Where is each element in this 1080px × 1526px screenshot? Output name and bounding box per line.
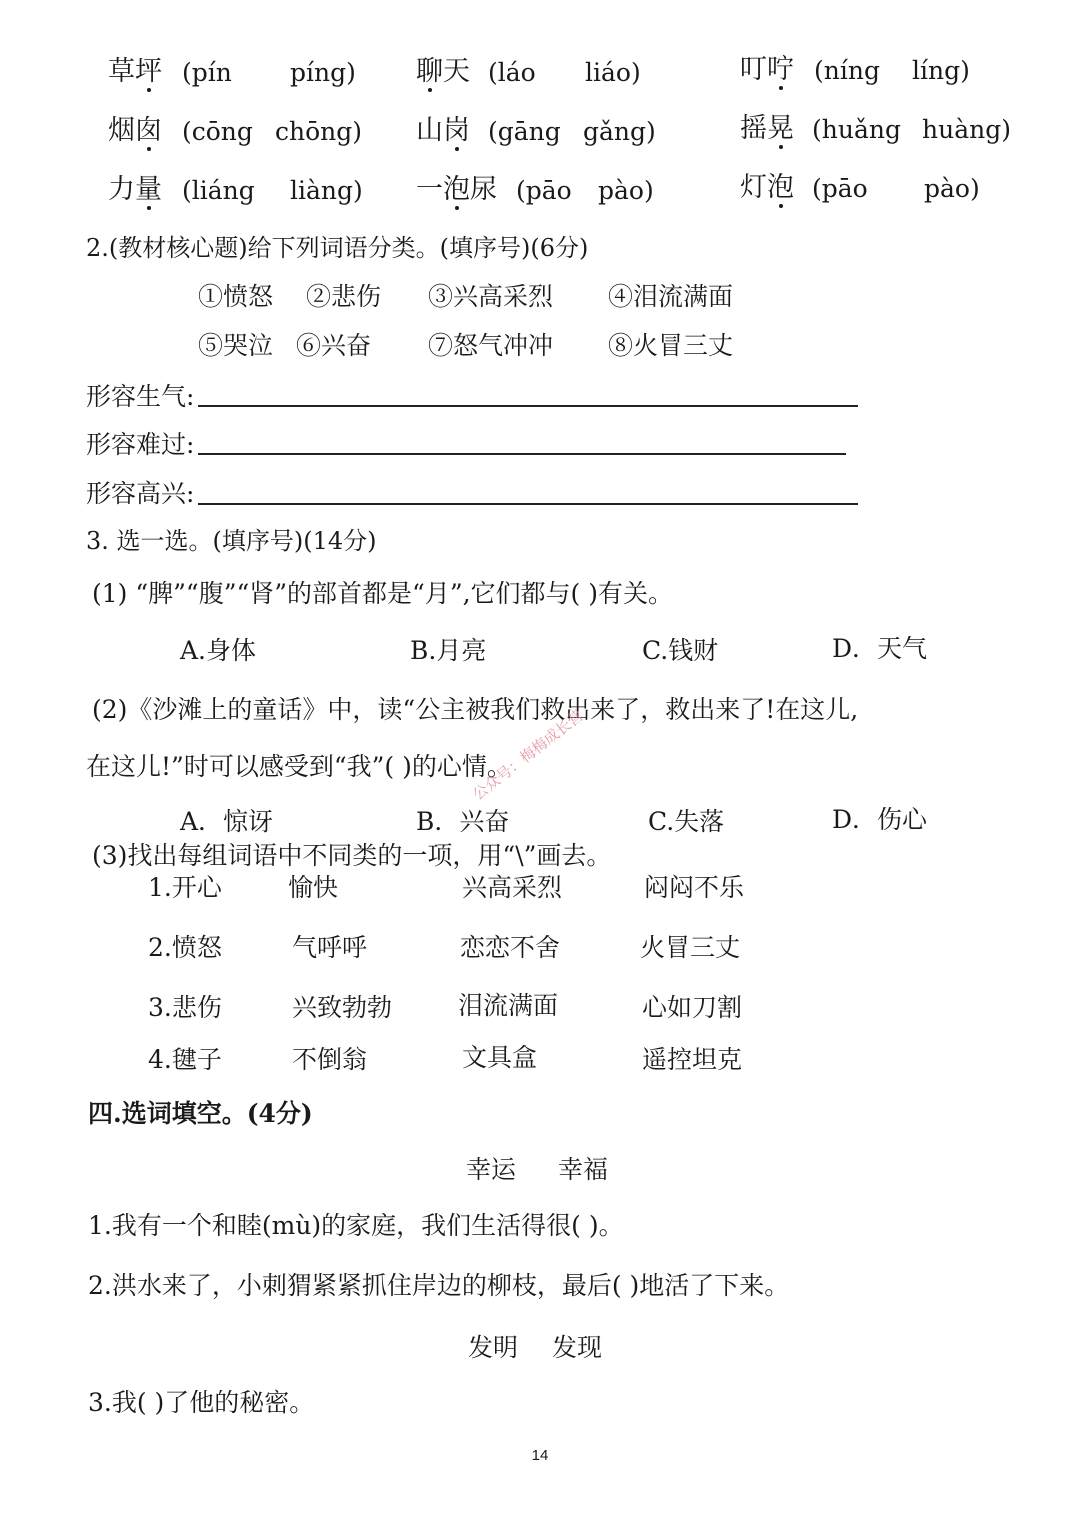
classify-word: ⑦怒气冲冲 bbox=[428, 331, 554, 360]
group-word[interactable]: 兴高采烈 bbox=[462, 873, 563, 902]
pinyin-option: chōng) bbox=[275, 117, 363, 146]
pinyin-option: líng) bbox=[912, 56, 970, 85]
pinyin-option: pào) bbox=[598, 176, 654, 205]
word-text bbox=[108, 174, 162, 205]
word-text bbox=[740, 172, 794, 203]
pinyin-option: (huǎng bbox=[812, 115, 901, 144]
group-word[interactable]: 不倒翁 bbox=[292, 1045, 368, 1074]
word-char: 一 bbox=[416, 174, 443, 205]
fill-sentence-1: 1.我有一个和睦(mù)的家庭，我们生活得很( )。 bbox=[88, 1211, 624, 1240]
word-char: 灯 bbox=[740, 172, 767, 203]
sub-question-2-line2: 在这儿!”时可以感受到“我”( )的心情。 bbox=[86, 752, 512, 781]
pinyin-option: pào) bbox=[924, 174, 980, 203]
word-char: 烟 bbox=[108, 115, 135, 146]
pinyin-option: (pāo bbox=[516, 176, 572, 205]
option[interactable]: D．天气 bbox=[832, 634, 928, 663]
dotted-char: 坪 bbox=[135, 56, 162, 87]
word-char: 力 bbox=[108, 174, 135, 205]
answer-line[interactable] bbox=[198, 453, 846, 455]
word-text bbox=[108, 56, 162, 87]
pinyin-word bbox=[740, 115, 794, 142]
pinyin-option: (cōng bbox=[182, 117, 253, 146]
pinyin-word bbox=[108, 117, 162, 144]
word-text bbox=[416, 56, 470, 87]
watermark: 公众号：梅梅成长营 bbox=[469, 706, 587, 804]
word-char: 草 bbox=[108, 56, 135, 87]
classify-word: ①愤怒 bbox=[198, 282, 274, 311]
word-choice: 幸福 bbox=[558, 1155, 609, 1184]
pinyin-option: (pāo bbox=[812, 174, 868, 203]
group-word[interactable]: 恋恋不舍 bbox=[460, 933, 561, 962]
classify-word: ②悲伤 bbox=[306, 282, 382, 311]
word-text bbox=[740, 113, 794, 144]
dotted-char: 泡 bbox=[443, 174, 470, 205]
dotted-char: 泡 bbox=[767, 172, 794, 203]
pinyin-word bbox=[108, 58, 162, 85]
sub-question-3: (3)找出每组词语中不同类的一项，用“\”画去。 bbox=[92, 841, 612, 870]
group-word[interactable]: 闷闷不乐 bbox=[644, 873, 745, 902]
pinyin-word bbox=[416, 58, 470, 85]
blank-label-sad: 形容难过: bbox=[86, 430, 195, 459]
group-word[interactable]: 气呼呼 bbox=[292, 933, 368, 962]
option[interactable]: D．伤心 bbox=[832, 805, 928, 834]
dotted-char: 晃 bbox=[767, 113, 794, 144]
group-word[interactable]: 愉快 bbox=[288, 873, 339, 902]
word-char: 摇 bbox=[740, 113, 767, 144]
answer-line[interactable] bbox=[198, 503, 858, 505]
group-word[interactable]: 3.悲伤 bbox=[148, 993, 222, 1022]
group-word[interactable]: 遥控坦克 bbox=[642, 1045, 743, 1074]
group-word[interactable]: 火冒三丈 bbox=[640, 933, 741, 962]
group-word[interactable]: 泪流满面 bbox=[458, 991, 559, 1020]
word-text bbox=[416, 115, 470, 146]
word-char: 天 bbox=[443, 56, 470, 87]
option[interactable]: B．兴奋 bbox=[416, 807, 510, 836]
fill-sentence-3: 3.我( )了他的秘密。 bbox=[88, 1388, 315, 1417]
word-char: 叮 bbox=[740, 54, 767, 85]
page-number: 14 bbox=[531, 1447, 549, 1464]
pinyin-word bbox=[416, 176, 497, 203]
pinyin-option: (pín bbox=[182, 58, 232, 87]
sub-question-2-line1: (2)《沙滩上的童话》中，读“公主被我们救出来了，救出来了!在这儿, bbox=[92, 695, 859, 724]
option[interactable]: A．惊讶 bbox=[180, 807, 274, 836]
question-3-title: 3. 选一选。(填序号)(14分) bbox=[86, 527, 377, 555]
word-text bbox=[108, 115, 162, 146]
dotted-char: 岗 bbox=[443, 115, 470, 146]
option[interactable]: A.身体 bbox=[180, 636, 257, 665]
word-text bbox=[740, 54, 794, 85]
group-word[interactable]: 心如刀割 bbox=[642, 993, 743, 1022]
pinyin-option: liàng) bbox=[290, 176, 363, 205]
answer-line[interactable] bbox=[198, 405, 858, 407]
section-4-title: 四.选词填空。(4分) bbox=[88, 1099, 313, 1128]
word-choice: 发明 bbox=[468, 1333, 519, 1362]
pinyin-option: (níng bbox=[814, 56, 880, 85]
sub-question-1: (1) “脾”“腹”“肾”的部首都是“月”,它们都与( )有关。 bbox=[92, 579, 674, 608]
group-word[interactable]: 2.愤怒 bbox=[148, 933, 222, 962]
pinyin-word bbox=[416, 117, 470, 144]
fill-sentence-2: 2.洪水来了，小刺猬紧紧抓住岸边的柳枝，最后( )地活了下来。 bbox=[88, 1271, 790, 1300]
dotted-char: 聊 bbox=[416, 56, 443, 87]
pinyin-option: píng) bbox=[290, 58, 356, 87]
pinyin-option: gǎng) bbox=[583, 117, 656, 146]
word-text bbox=[416, 174, 497, 205]
classify-word: ⑧火冒三丈 bbox=[608, 331, 734, 360]
blank-label-happy: 形容高兴: bbox=[86, 479, 195, 508]
word-choice: 发现 bbox=[552, 1333, 603, 1362]
pinyin-word bbox=[740, 56, 794, 83]
option[interactable]: B.月亮 bbox=[410, 636, 487, 665]
pinyin-option: liáo) bbox=[585, 58, 641, 87]
group-word[interactable]: 1.开心 bbox=[148, 873, 222, 902]
word-char: 尿 bbox=[470, 174, 497, 205]
group-word[interactable]: 文具盒 bbox=[462, 1043, 538, 1072]
word-choice: 幸运 bbox=[466, 1155, 517, 1184]
classify-word: ⑤哭泣 bbox=[198, 331, 274, 360]
pinyin-option: (liáng bbox=[182, 176, 255, 205]
pinyin-option: huàng) bbox=[922, 115, 1011, 144]
classify-word: ③兴高采烈 bbox=[428, 282, 554, 311]
pinyin-option: (láo bbox=[488, 58, 536, 87]
dotted-char: 量 bbox=[135, 174, 162, 205]
question-2-title: 2.(教材核心题)给下列词语分类。(填序号)(6分) bbox=[86, 234, 589, 262]
dotted-char: 囱 bbox=[135, 115, 162, 146]
pinyin-word bbox=[108, 176, 162, 203]
pinyin-option: (gāng bbox=[488, 117, 561, 146]
classify-word: ④泪流满面 bbox=[608, 282, 734, 311]
option[interactable]: C.失落 bbox=[648, 807, 725, 836]
group-word[interactable]: 4.毽子 bbox=[148, 1045, 222, 1074]
blank-label-angry: 形容生气: bbox=[86, 382, 195, 411]
word-char: 山 bbox=[416, 115, 443, 146]
dotted-char: 咛 bbox=[767, 54, 794, 85]
pinyin-word bbox=[740, 174, 794, 201]
group-word[interactable]: 兴致勃勃 bbox=[292, 993, 393, 1022]
option[interactable]: C.钱财 bbox=[642, 636, 719, 665]
classify-word: ⑥兴奋 bbox=[296, 331, 372, 360]
